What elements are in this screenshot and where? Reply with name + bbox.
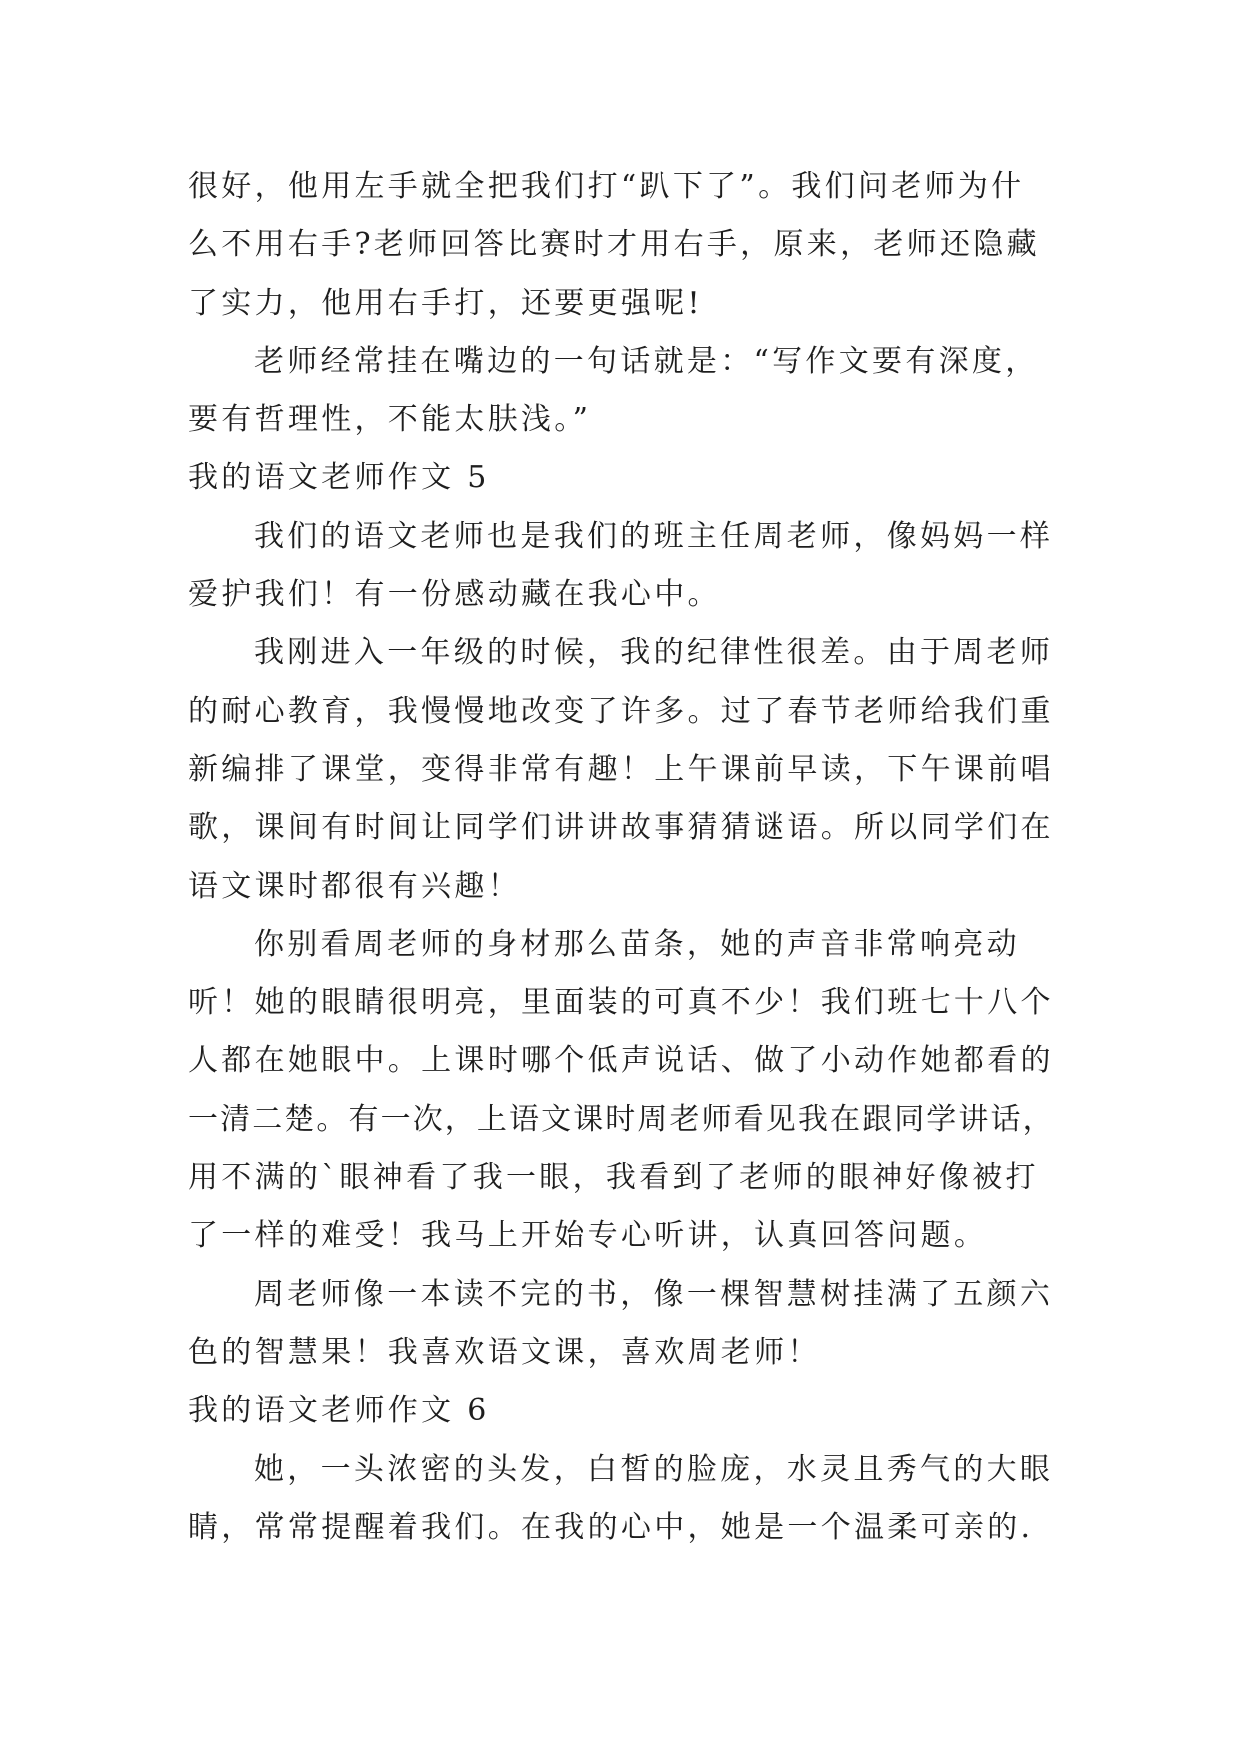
text-line: 一清二楚。有一次，上语文课时周老师看见我在跟同学讲话， xyxy=(188,1101,1055,1137)
text-line: 她，一头浓密的头发，白皙的脸庞，水灵且秀气的大眼 xyxy=(254,1451,1054,1487)
text-line: 老师经常挂在嘴边的一句话就是：“写作文要有深度， xyxy=(254,343,1039,379)
text-line: 我刚进入一年级的时候，我的纪律性很差。由于周老师 xyxy=(254,635,1054,671)
text-line: 你别看周老师的身材那么苗条，她的声音非常响亮动 xyxy=(254,926,1020,962)
text-line: 了一样的难受！我马上开始专心听讲，认真回答问题。 xyxy=(188,1218,988,1254)
text-line: 语文课时都很有兴趣！ xyxy=(188,868,521,904)
text-line: 么不用右手?老师回答比赛时才用右手，原来，老师还隐藏 xyxy=(188,227,1040,263)
section-heading: 我的语文老师作文 5 xyxy=(188,460,490,496)
text-line: 的耐心教育，我慢慢地改变了许多。过了春节老师给我们重 xyxy=(188,693,1054,729)
text-line: 人都在她眼中。上课时哪个低声说话、做了小动作她都看的 xyxy=(188,1043,1054,1079)
text-line: 睛，常常提醒着我们。在我的心中，她是一个温柔可亲的. xyxy=(188,1509,1034,1545)
text-line: 新编排了课堂，变得非常有趣！上午课前早读，下午课前唱 xyxy=(188,751,1054,787)
text-line: 要有哲理性，不能太肤浅。” xyxy=(188,402,592,438)
text-line: 我们的语文老师也是我们的班主任周老师，像妈妈一样 xyxy=(254,518,1054,554)
text-line: 很好，他用左手就全把我们打“趴下了”。我们问老师为什 xyxy=(188,169,1025,204)
text-line: 听！她的眼睛很明亮，里面装的可真不少！我们班七十八个 xyxy=(188,985,1054,1021)
text-line: 用不满的`眼神看了我一眼，我看到了老师的眼神好像被打 xyxy=(188,1160,1039,1196)
text-line: 歌，课间有时间让同学们讲讲故事猜猜谜语。所以同学们在 xyxy=(188,810,1054,846)
text-line: 周老师像一本读不完的书，像一棵智慧树挂满了五颜六 xyxy=(254,1276,1054,1312)
text-line: 爱护我们！有一份感动藏在我心中。 xyxy=(188,577,721,613)
section-heading: 我的语文老师作文 6 xyxy=(188,1393,490,1429)
text-line: 色的智慧果！我喜欢语文课，喜欢周老师！ xyxy=(188,1334,821,1370)
document-body xyxy=(188,158,1056,1557)
text-line: 了实力，他用右手打，还要更强呢! xyxy=(188,285,703,321)
